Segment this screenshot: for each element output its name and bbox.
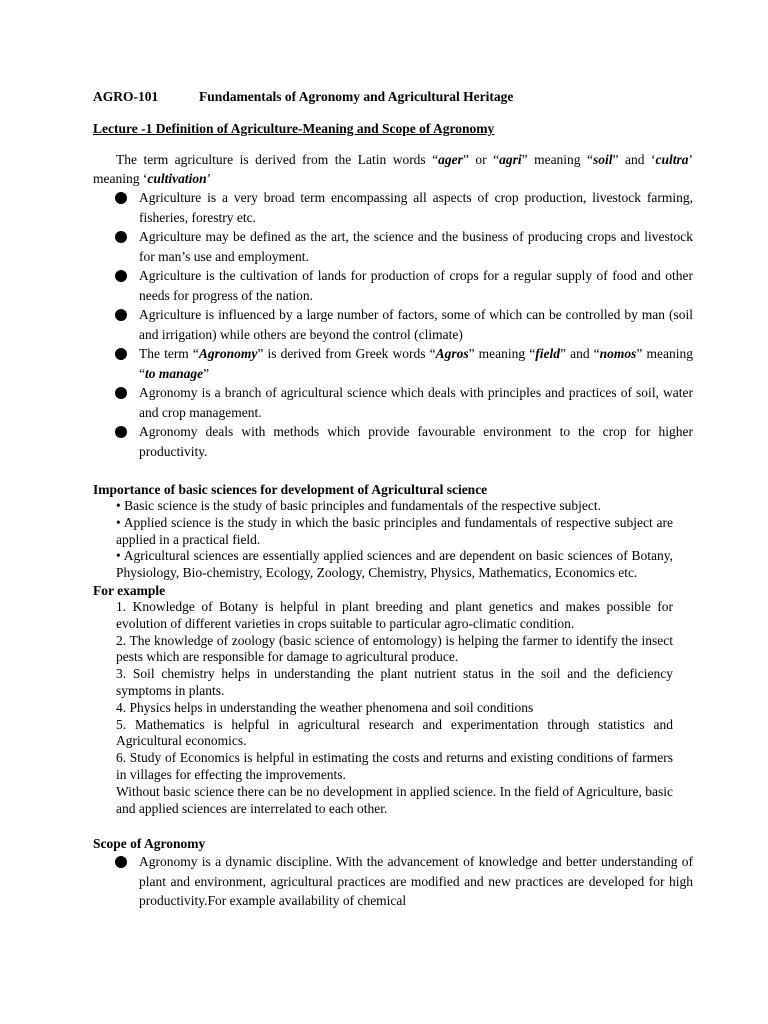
bullet-icon	[115, 270, 127, 282]
list-item	[93, 305, 693, 344]
list-item	[93, 188, 693, 227]
intro-text: ” meaning “	[521, 152, 594, 167]
bullet-text: Agronomy is a branch of agricultural science which deals with principles and practices of soil, water and crop management.	[139, 385, 693, 420]
intro-text: ’ meaning ‘	[93, 152, 693, 186]
list-item	[93, 422, 693, 461]
bullet-text: ” meaning “	[468, 346, 536, 361]
example-list	[93, 599, 673, 817]
list-item	[93, 383, 693, 422]
term-to-manage: to manage	[145, 365, 204, 381]
term-cultivation: cultivation	[147, 171, 207, 186]
intro-text: ” and ‘	[612, 152, 656, 167]
term-soil: soil	[593, 152, 613, 167]
example-item: 1. Knowledge of Botany is helpful in plant breeding and plant genetics and makes possible for evolution of different varieties in crops suitable to particular agro-climatic condition.	[116, 598, 673, 631]
list-item	[93, 266, 693, 305]
bullet-icon	[115, 231, 127, 243]
importance-point: • Basic science is the study of basic principles and fundamentals of the respective subject.	[116, 498, 601, 513]
example-item: 5. Mathematics is helpful in agricultural research and experimentation through statistics and Agricultural economics.	[116, 716, 673, 749]
bullet-text: Agriculture is the cultivation of lands for production of crops for a regular supply of food and other needs for progress of the nation.	[139, 268, 693, 303]
term-agri: agri	[499, 152, 522, 167]
document-content	[93, 88, 693, 911]
bullet-text: ” is derived from Greek words “	[257, 346, 436, 361]
bullet-text: ”	[203, 365, 210, 381]
intro-text: ’	[206, 171, 212, 186]
term-ager: ager	[438, 152, 463, 167]
example-item: 2. The knowledge of zoology (basic science of entomology) is helping the farmer to identify the insect pests which are responsible for damage to agricultural produce.	[116, 632, 673, 665]
intro-text: ” or “	[462, 152, 500, 167]
importance-point: • Agricultural sciences are essentially applied sciences and are dependent on basic sciences of Botany, Physiology, Bio-chemistry, Ecology, Zoology, Chemistry, Physics, Mathematics, Economics etc.	[116, 548, 673, 581]
bullet-text: Agronomy is a dynamic discipline. With the advancement of knowledge and better understanding of plant and environment, agricultural practices are modified and new practices are developed for high productivity.For example availability of chemical	[139, 854, 693, 909]
bullet-icon	[115, 348, 127, 360]
lecture-title: Lecture -1 Definition of Agriculture-Meaning and Scope of Agronomy	[93, 121, 495, 136]
importance-heading: Importance of basic sciences for development of Agricultural science	[93, 482, 488, 497]
importance-point: • Applied science is the study in which the basic principles and fundamentals of respective subject are applied in a practical field.	[116, 514, 673, 547]
example-conclusion: Without basic science there can be no development in applied science. In the field of Agriculture, basic and applied sciences are interrelated to each other.	[116, 783, 673, 816]
bullet-icon	[115, 387, 127, 399]
bullet-text: ” meaning “	[139, 346, 693, 381]
bullet-icon	[115, 192, 127, 204]
bullet-text: Agronomy deals with methods which provide favourable environment to the crop for higher productivity.	[139, 424, 693, 459]
definition-list	[93, 188, 693, 461]
course-title	[93, 88, 693, 106]
example-item: 3. Soil chemistry helps in understanding the plant nutrient status in the soil and the deficiency symptoms in plants.	[116, 666, 673, 698]
example-item: 4. Physics helps in understanding the weather phenomena and soil conditions	[116, 699, 534, 715]
term-nomos: nomos	[599, 346, 637, 361]
course-code: AGRO-101	[93, 89, 159, 104]
bullet-text: Agriculture may be defined as the art, the science and the business of producing crops and livestock for man’s use and employment.	[139, 229, 693, 264]
term-agros: Agros	[435, 346, 469, 361]
list-item	[93, 227, 693, 266]
list-item	[93, 344, 693, 383]
bullet-text: The term “	[139, 346, 199, 361]
course-name: Fundamentals of Agronomy and Agricultural Heritage	[199, 89, 514, 104]
example-item: 6. Study of Economics is helpful in estimating the costs and returns and existing conditions of farmers in villages for effecting the improvements.	[116, 750, 673, 782]
scope-list	[93, 852, 693, 911]
bullet-text: Agriculture is a very broad term encompassing all aspects of crop production, livestock farming, fisheries, forestry etc.	[139, 190, 693, 225]
term-cultra: cultra	[655, 152, 689, 167]
bullet-text: Agriculture is influenced by a large number of factors, some of which can be controlled by man (soil and irrigation) while others are beyond the control (climate)	[139, 307, 693, 342]
importance-points	[93, 498, 673, 582]
intro-text: The term agriculture is derived from the Latin words “	[116, 152, 439, 167]
term-agronomy: Agronomy	[198, 346, 258, 361]
term-field: field	[535, 346, 560, 361]
intro-paragraph	[93, 150, 693, 188]
bullet-icon	[115, 856, 127, 868]
example-heading: For example	[93, 582, 166, 598]
bullet-icon	[115, 309, 127, 321]
list-item	[93, 852, 693, 911]
bullet-text: ” and “	[560, 346, 600, 361]
scope-heading: Scope of Agronomy	[93, 836, 206, 852]
bullet-icon	[115, 426, 127, 438]
